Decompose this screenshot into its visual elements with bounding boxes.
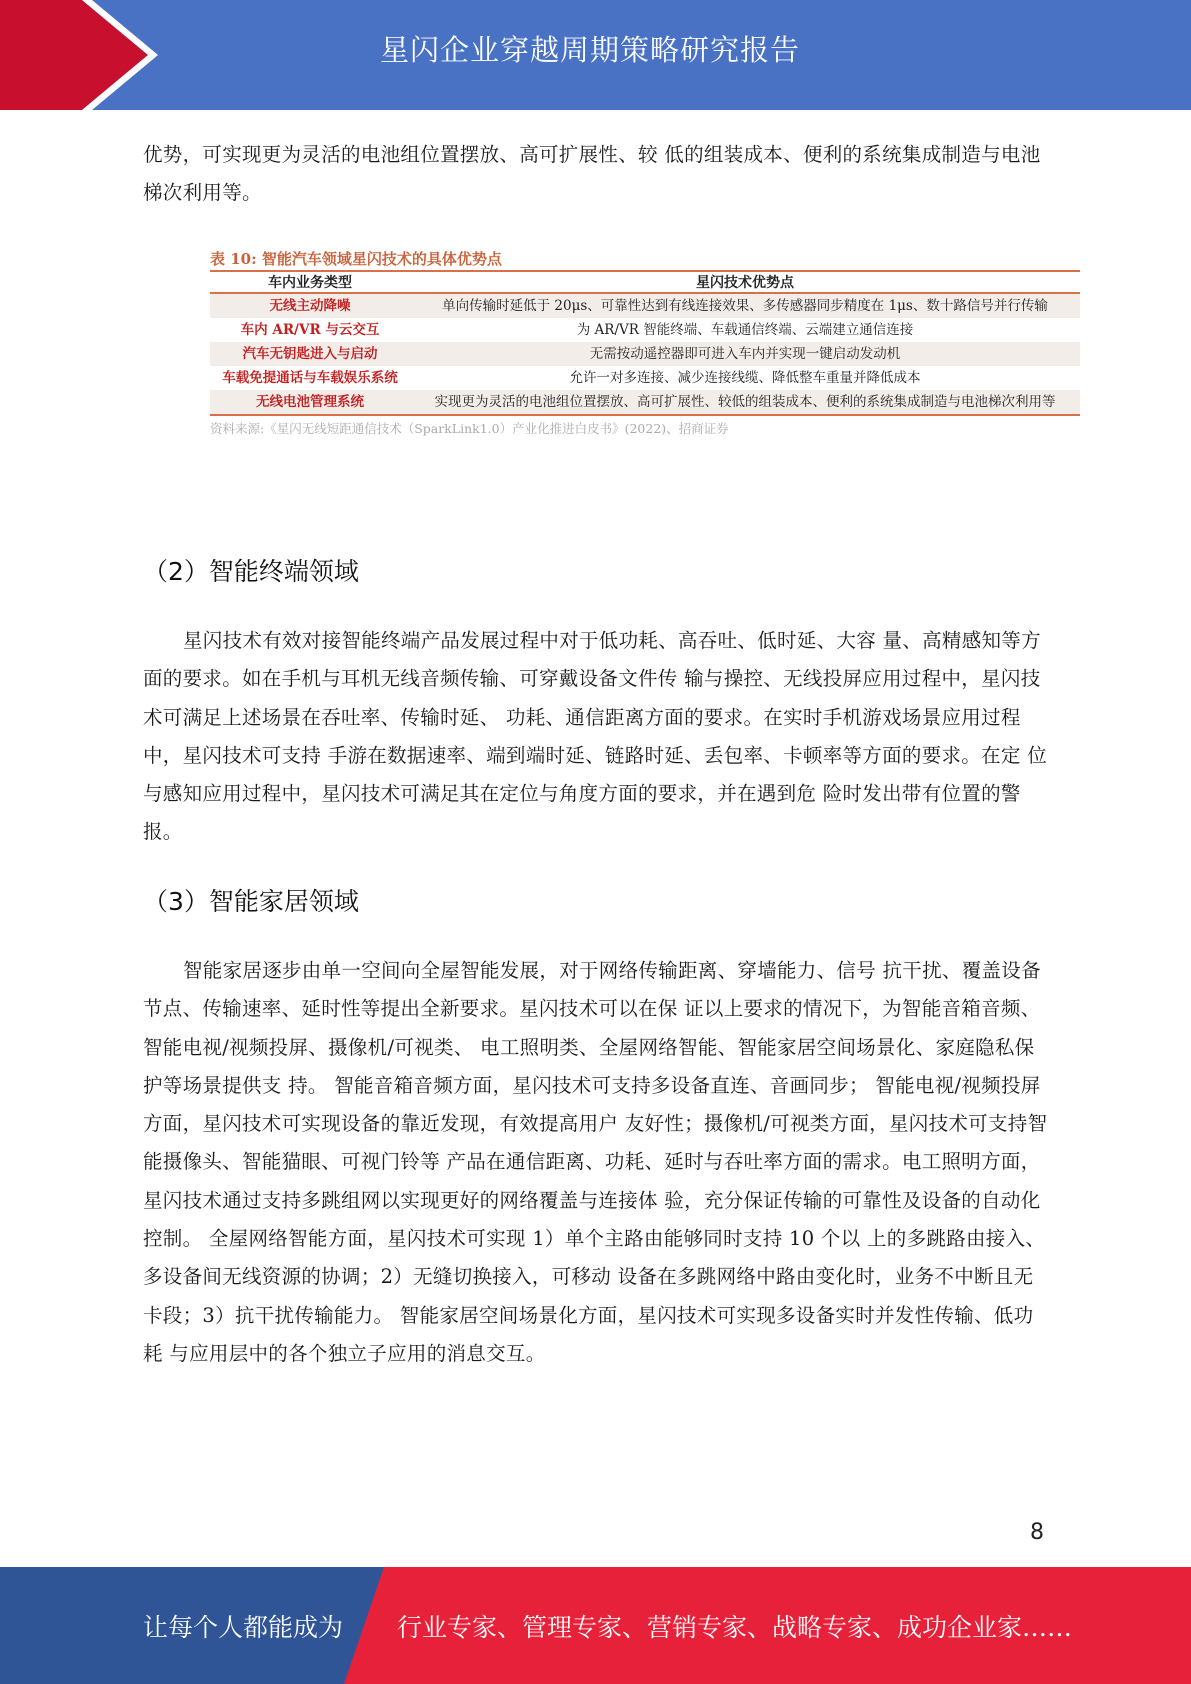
table-cell-category: 车内 AR/VR 与云交互 xyxy=(240,322,380,338)
table-caption: 表 10: 智能汽车领域星闪技术的具体优势点 xyxy=(210,250,502,268)
page-footer xyxy=(0,1567,1191,1684)
page-header xyxy=(0,0,1191,110)
table-cell-category: 汽车无钥匙进入与启动 xyxy=(210,342,410,366)
table-header-advantage: 星闪技术优势点 xyxy=(410,271,1080,293)
section-heading-smart-home: （3）智能家居领域 xyxy=(143,887,359,916)
table-source-note: 资料来源:《星闪无线短距通信技术（SparkLink1.0）产业化推进白皮书》(2022)、招商证券 xyxy=(210,421,729,436)
table-header-row xyxy=(210,271,1080,293)
table-cell-category: 无线主动降噪 xyxy=(210,293,410,318)
advantages-table-block xyxy=(210,248,1080,437)
section-smart-terminal-body xyxy=(143,622,1048,852)
table-row xyxy=(210,342,1080,366)
section-heading-smart-terminal: （2）智能终端领域 xyxy=(143,557,359,586)
smart-home-paragraph: 智能家居逐步由单一空间向全屋智能发展，对于网络传输距离、穿墙能力、信号 抗干扰、覆盖设备节点、传输速率、延时性等提出全新要求。星闪技术可以在保 证以上要求的情况下，为智能音箱音频、智能电视/视频投屏、摄像机/可视类、 电工照明类、全屋网络智能、智能家居空间场景化、家庭隐私保护等场景提供支 持。 智能音箱音频方面，星闪技术可支持多设备直连、音画同步； 智能电视/视频投屏方面，星闪技术可实现设备的靠近发现，有效提高用户 友好性；摄像机/可视类方面，星闪技术可支持智能摄像头、智能猫眼、可视门铃等 产品在通信距离、功耗、延时与吞吐率方面的需求。电工照明方面，星闪技术通过支持多跳组网以实现更好的网络覆盖与连接体 验，充分保证传输的可靠性及设备的自动化控制。 全屋网络智能方面，星闪技术可实现 1）单个主路由能够同时支持 10 个以 上的多跳路由接入、多设备间无线资源的协调；2）无缝切换接入，可移动 设备在多跳网络中路由变化时，业务不中断且无卡段；3）抗干扰传输能力。 智能家居空间场景化方面，星闪技术可实现多设备实时并发性传输、低功耗 与应用层中的各个独立子应用的消息交互。 xyxy=(143,959,1048,1365)
table-cell-advantage: 实现更为灵活的电池组位置摆放、高可扩展性、较低的组装成本、便利的系统集成制造与电池梯次利用等 xyxy=(410,390,1080,415)
footer-slogan-left: 让每个人都能成为 xyxy=(143,1613,344,1642)
table-cell-category: 无线电池管理系统 xyxy=(210,390,410,415)
smart-terminal-paragraph: 星闪技术有效对接智能终端产品发展过程中对于低功耗、高吞吐、低时延、大容 量、高精感知等方面的要求。如在手机与耳机无线音频传输、可穿戴设备文件传 输与操控、无线投屏应用过程中，星闪技术可满足上述场景在吞吐率、传输时延、 功耗、通信距离方面的要求。在实时手机游戏场景应用过程中，星闪技术可支持 手游在数据速率、端到端时延、链路时延、丢包率、卡顿率等方面的要求。在定 位与感知应用过程中，星闪技术可满足其在定位与角度方面的要求，并在遇到危 险时发出带有位置的警报。 xyxy=(143,629,1047,844)
page-number: 8 xyxy=(1030,1520,1044,1545)
table-row xyxy=(210,293,1080,318)
report-title: 星闪企业穿越周期策略研究报告 xyxy=(380,33,801,67)
table-row xyxy=(210,390,1080,415)
section-smart-home-body xyxy=(143,952,1048,1373)
table-row xyxy=(210,318,1080,342)
intro-paragraph xyxy=(143,136,1048,213)
table-row xyxy=(210,366,1080,390)
intro-text: 优势，可实现更为灵活的电池组位置摆放、高可扩展性、较 低的组装成本、便利的系统集成制造与电池梯次利用等。 xyxy=(143,143,1041,205)
table-header-category: 车内业务类型 xyxy=(210,271,410,293)
table-cell-advantage: 单向传输时延低于 20μs、可靠性达到有线连接效果、多传感器同步精度在 1μs、数十路信号并行传输 xyxy=(410,293,1080,318)
table-cell-advantage: 无需按动遥控器即可进入车内并实现一键启动发动机 xyxy=(410,342,1080,366)
footer-slogan-right: 行业专家、管理专家、营销专家、战略专家、成功企业家…… xyxy=(397,1613,1073,1642)
table-cell-advantage: 为 AR/VR 智能终端、车载通信终端、云端建立通信连接 xyxy=(576,322,914,338)
table-cell-category: 车载免提通话与车载娱乐系统 xyxy=(222,370,398,386)
advantages-table xyxy=(210,270,1080,416)
table-cell-advantage: 允许一对多连接、减少连接线缆、降低整车重量并降低成本 xyxy=(569,370,921,386)
